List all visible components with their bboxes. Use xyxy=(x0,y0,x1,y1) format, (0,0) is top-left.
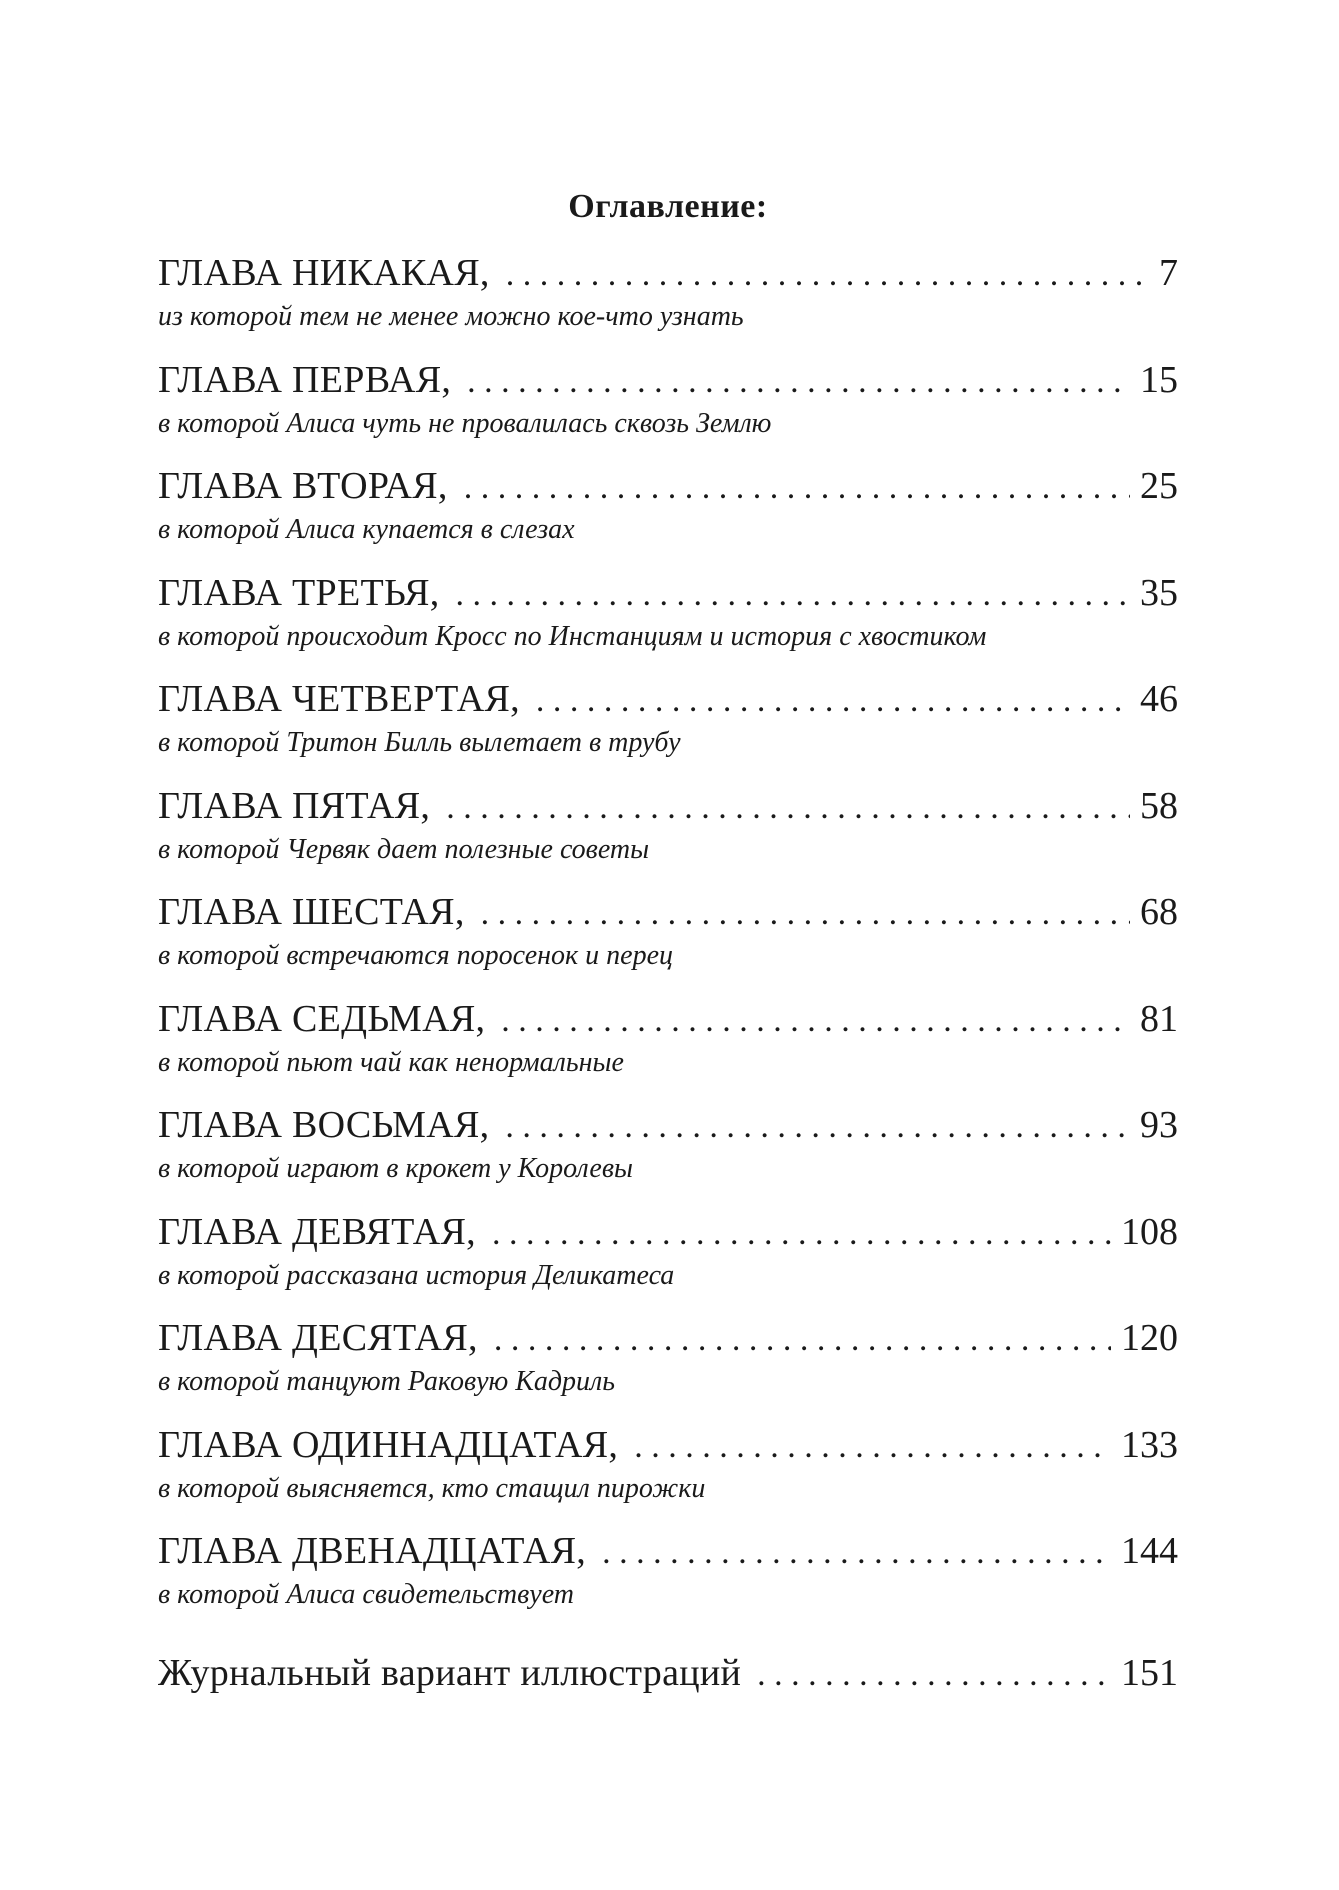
toc-title: Оглавление: xyxy=(568,188,768,225)
page-number: 68 xyxy=(1140,891,1178,933)
chapter-heading: ГЛАВА ШЕСТАЯ, xyxy=(158,891,465,933)
toc-entry-5[interactable] xyxy=(158,783,1178,890)
dot-leader xyxy=(505,1104,1130,1150)
page-number: 151 xyxy=(1121,1652,1178,1694)
dot-leader xyxy=(481,891,1130,937)
chapter-heading: ГЛАВА ПЕРВАЯ, xyxy=(158,358,452,401)
toc-entry-6[interactable] xyxy=(158,889,1178,996)
chapter-subtitle: в которой пьют чай как ненормальные xyxy=(158,1046,624,1078)
chapter-subtitle: в которой встречаются поросенок и перец xyxy=(158,940,673,971)
toc-entry-8[interactable] xyxy=(158,1102,1178,1209)
toc-entry-2[interactable] xyxy=(158,463,1178,570)
entry-line xyxy=(158,1102,1178,1150)
chapter-heading: ГЛАВА ДЕСЯТАЯ, xyxy=(158,1317,478,1359)
toc-entry-7[interactable] xyxy=(158,996,1178,1103)
page-number: 15 xyxy=(1140,358,1178,401)
entry-line xyxy=(158,463,1178,511)
page-number: 25 xyxy=(1140,465,1178,507)
toc-entry-9[interactable] xyxy=(158,1209,1178,1316)
dot-leader xyxy=(467,359,1130,405)
page-number: 81 xyxy=(1140,997,1178,1040)
toc-entry-3[interactable] xyxy=(158,570,1178,677)
entry-line xyxy=(158,889,1178,937)
toc-list xyxy=(158,250,1178,1635)
page-number: 144 xyxy=(1121,1530,1178,1572)
entry-line xyxy=(158,676,1178,724)
entry-line xyxy=(158,250,1178,298)
page-number: 93 xyxy=(1140,1104,1178,1146)
entry-line xyxy=(158,1650,1178,1698)
dot-leader xyxy=(634,1424,1111,1470)
dot-leader xyxy=(464,465,1130,511)
toc-entry-11[interactable] xyxy=(158,1422,1178,1529)
entry-line xyxy=(158,1528,1178,1576)
page-number: 46 xyxy=(1140,678,1178,720)
dot-leader xyxy=(446,785,1130,831)
dot-leader xyxy=(456,572,1130,618)
chapter-subtitle: в которой Тритон Билль вылетает в трубу xyxy=(158,727,681,758)
chapter-subtitle: из которой тем не менее можно кое-что узнать xyxy=(158,301,744,332)
entry-line xyxy=(158,1315,1178,1363)
entry-line xyxy=(158,357,1178,405)
dot-leader xyxy=(494,1317,1111,1363)
dot-leader xyxy=(501,998,1130,1044)
chapter-heading: ГЛАВА ПЯТАЯ, xyxy=(158,784,431,827)
entry-line xyxy=(158,783,1178,831)
dot-leader xyxy=(536,678,1130,724)
entry-line xyxy=(158,1422,1178,1470)
chapter-heading: ГЛАВА СЕДЬМАЯ, xyxy=(158,997,486,1040)
chapter-subtitle: в которой происходит Кросс по Инстанциям и история с хвостиком xyxy=(158,620,987,652)
chapter-subtitle: в которой Алиса чуть не провалилась сквозь Землю xyxy=(158,407,772,439)
chapter-subtitle: в которой играют в крокет у Королевы xyxy=(158,1153,633,1184)
chapter-subtitle: в которой танцуют Раковую Кадриль xyxy=(158,1366,615,1397)
chapter-subtitle: в которой Алиса свидетельствует xyxy=(158,1579,574,1610)
toc-entry-1[interactable] xyxy=(158,357,1178,464)
dot-leader xyxy=(757,1652,1111,1698)
entry-line xyxy=(158,570,1178,618)
chapter-heading: ГЛАВА ТРЕТЬЯ, xyxy=(158,571,440,614)
dot-leader xyxy=(602,1530,1111,1576)
chapter-heading: ГЛАВА ДЕВЯТАЯ, xyxy=(158,1210,476,1253)
page-number: 133 xyxy=(1121,1423,1178,1466)
page-number: 35 xyxy=(1140,571,1178,614)
chapter-heading: ГЛАВА ДВЕНАДЦАТАЯ, xyxy=(158,1530,587,1572)
chapter-subtitle: в которой Червяк дает полезные советы xyxy=(158,833,650,865)
toc-entry-4[interactable] xyxy=(158,676,1178,783)
toc-entry-0[interactable] xyxy=(158,250,1178,357)
chapter-heading: ГЛАВА ОДИННАДЦАТАЯ, xyxy=(158,1423,619,1466)
chapter-heading: ГЛАВА ВТОРАЯ, xyxy=(158,465,448,507)
toc-entry-12[interactable] xyxy=(158,1528,1178,1635)
page-number: 120 xyxy=(1121,1317,1178,1359)
chapter-heading: ГЛАВА ЧЕТВЕРТАЯ, xyxy=(158,678,520,720)
chapter-subtitle: в которой Алиса купается в слезах xyxy=(158,514,575,545)
entry-line xyxy=(158,996,1178,1044)
chapter-heading: ГЛАВА НИКАКАЯ, xyxy=(158,252,490,294)
page-number: 58 xyxy=(1140,784,1178,827)
chapter-subtitle: в которой выясняется, кто стащил пирожки xyxy=(158,1472,706,1504)
entry-line xyxy=(158,1209,1178,1257)
page-number: 7 xyxy=(1159,252,1178,294)
chapter-heading: ГЛАВА ВОСЬМАЯ, xyxy=(158,1104,490,1146)
dot-leader xyxy=(492,1211,1111,1257)
page-number: 108 xyxy=(1121,1210,1178,1253)
section-heading: Журнальный вариант иллюстраций xyxy=(158,1652,742,1694)
toc-entry-illustrations[interactable] xyxy=(158,1650,1178,1698)
book-page xyxy=(158,0,1178,1890)
toc-entry-10[interactable] xyxy=(158,1315,1178,1422)
dot-leader xyxy=(506,252,1149,298)
chapter-subtitle: в которой рассказана история Деликатеса xyxy=(158,1259,675,1291)
